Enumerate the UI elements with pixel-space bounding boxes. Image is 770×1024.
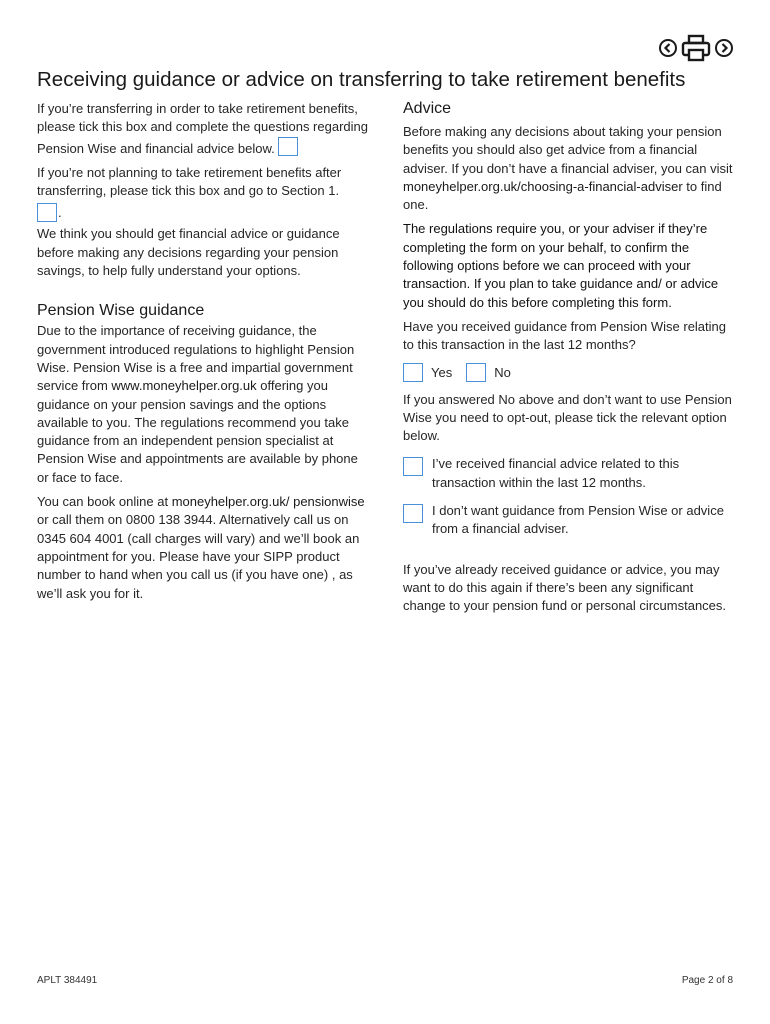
- option-no-guidance: [403, 502, 738, 539]
- retirement-benefits-paragraph: If you’re transferring in order to take retirement benefits, please tick this box and complete the questions regarding Pension Wise and financial advice below.: [37, 101, 368, 156]
- opt-out-paragraph: If you answered No above and don’t want to use Pension Wise you need to opt-out, please tick the relevant option below.: [403, 391, 732, 444]
- page-title: Receiving guidance or advice on transferring to take retirement benefits: [37, 68, 686, 91]
- no-guidance-label: I don’t want guidance from Pension Wise or advice from a financial adviser.: [432, 503, 724, 537]
- no-guidance-checkbox[interactable]: [403, 504, 423, 523]
- right-column: [403, 100, 738, 616]
- moneyhelper-link[interactable]: www.moneyhelper.org.uk: [111, 378, 257, 394]
- left-column: If you’re transferring in order to take retirement benefits, please tick this box and complete the questions regarding Pension Wise and financial advice below. If you’re not planning to take retirement benefits after transferring, please tick this box and go to Section 1. . We think you should get financial advice or guidance before making any decisions regarding your pension savings, to help fully understand your options. Pension Wise guidance Due to the importance of receiving guidance, the government introduced regulations to highlight Pension Wise. Pension Wise is a free and impartial government service from www.moneyhelper.org.uk offering you guidance on your pension savings and the options available to you. The regulations recommend you take guidance from an independent pension specialist at Pension Wise and appointments are available by phone or face to face. You can book online at moneyhelper.org.uk/ pensionwise or call them on 0800 138 3944. Alternatively call us on 0345 604 4001 (call charges will vary) and we’ll book an appointment for you. Please have your SIPP product number to hand when you call us (if you have one) , as we’ll ask you for it.: [37, 100, 372, 603]
- yes-no-options: [403, 363, 738, 382]
- advice-recommendation-paragraph: We think you should get financial advice or guidance before making any decisions regarding your pension savings, to help fully understand your options.: [37, 226, 340, 279]
- regulations-paragraph: The regulations require you, or your adviser if they’re completing the form on your behalf, to confirm the following options before we can proceed with your transaction. If you plan to take guidance and/ or advice you should do this before completing this form.: [403, 221, 719, 310]
- pension-wise-heading: Pension Wise guidance: [37, 302, 205, 320]
- booking-paragraph: You can book online at moneyhelper.org.uk/ pensionwise or call them on 0800 138 3944. Alternatively call us on 0345 604 4001 (call charges will vary) and we’ll book an appointment for you. Please have your SIPP product number to hand when you call us (if you have one) , as we’ll ask you for it.: [37, 494, 365, 601]
- no-label: No: [494, 364, 511, 380]
- option-financial-advice: [403, 455, 738, 492]
- guidance-question: Have you received guidance from Pension Wise relating to this transaction in the last 12 months?: [403, 318, 727, 353]
- not-retiring-checkbox[interactable]: [37, 203, 57, 222]
- advice-heading: Advice: [403, 100, 452, 117]
- previous-page-icon[interactable]: [658, 38, 678, 58]
- yes-label: Yes: [431, 364, 453, 380]
- form-reference: APLT 384491: [37, 975, 98, 986]
- print-icon[interactable]: [681, 34, 711, 62]
- repeat-guidance-paragraph: If you’ve already received guidance or advice, you may want to do this again if there’s been any significant change to your pension fund or personal circumstances.: [403, 561, 727, 614]
- pension-wise-paragraph: Due to the importance of receiving guidance, the government introduced regulations to highlight Pension Wise. Pension Wise is a free and impartial government service from www.moneyhelper.org.uk offering you guidance on your pension savings and the options available to you. The regulations recommend you take guidance from an independent pension specialist at Pension Wise and appointments are available by phone or face to face.: [37, 323, 358, 485]
- yes-checkbox[interactable]: [403, 363, 423, 382]
- next-page-icon[interactable]: [714, 38, 734, 58]
- no-checkbox[interactable]: [466, 363, 486, 382]
- financial-advice-label: I’ve received financial advice related to this transaction within the last 12 months.: [432, 456, 680, 490]
- page-number: Page 2 of 8: [681, 975, 733, 986]
- choosing-adviser-link[interactable]: moneyhelper.org.uk/choosing-a-financial-adviser: [403, 178, 683, 194]
- not-retiring-paragraph: If you’re not planning to take retirement benefits after transferring, please tick this box and go to Section 1.: [37, 164, 342, 199]
- financial-advice-checkbox[interactable]: [403, 457, 423, 476]
- pensionwise-link[interactable]: moneyhelper.org.uk/ pensionwise: [171, 494, 365, 510]
- adviser-paragraph: Before making any decisions about taking your pension benefits you should also get advice from a financial adviser. If you don’t have a financial adviser, you can visit moneyhelper.org.uk/choosing-a-financial-adviser to find one.: [403, 124, 733, 213]
- retirement-benefits-checkbox[interactable]: [278, 137, 298, 156]
- page-navigation: [658, 34, 734, 62]
